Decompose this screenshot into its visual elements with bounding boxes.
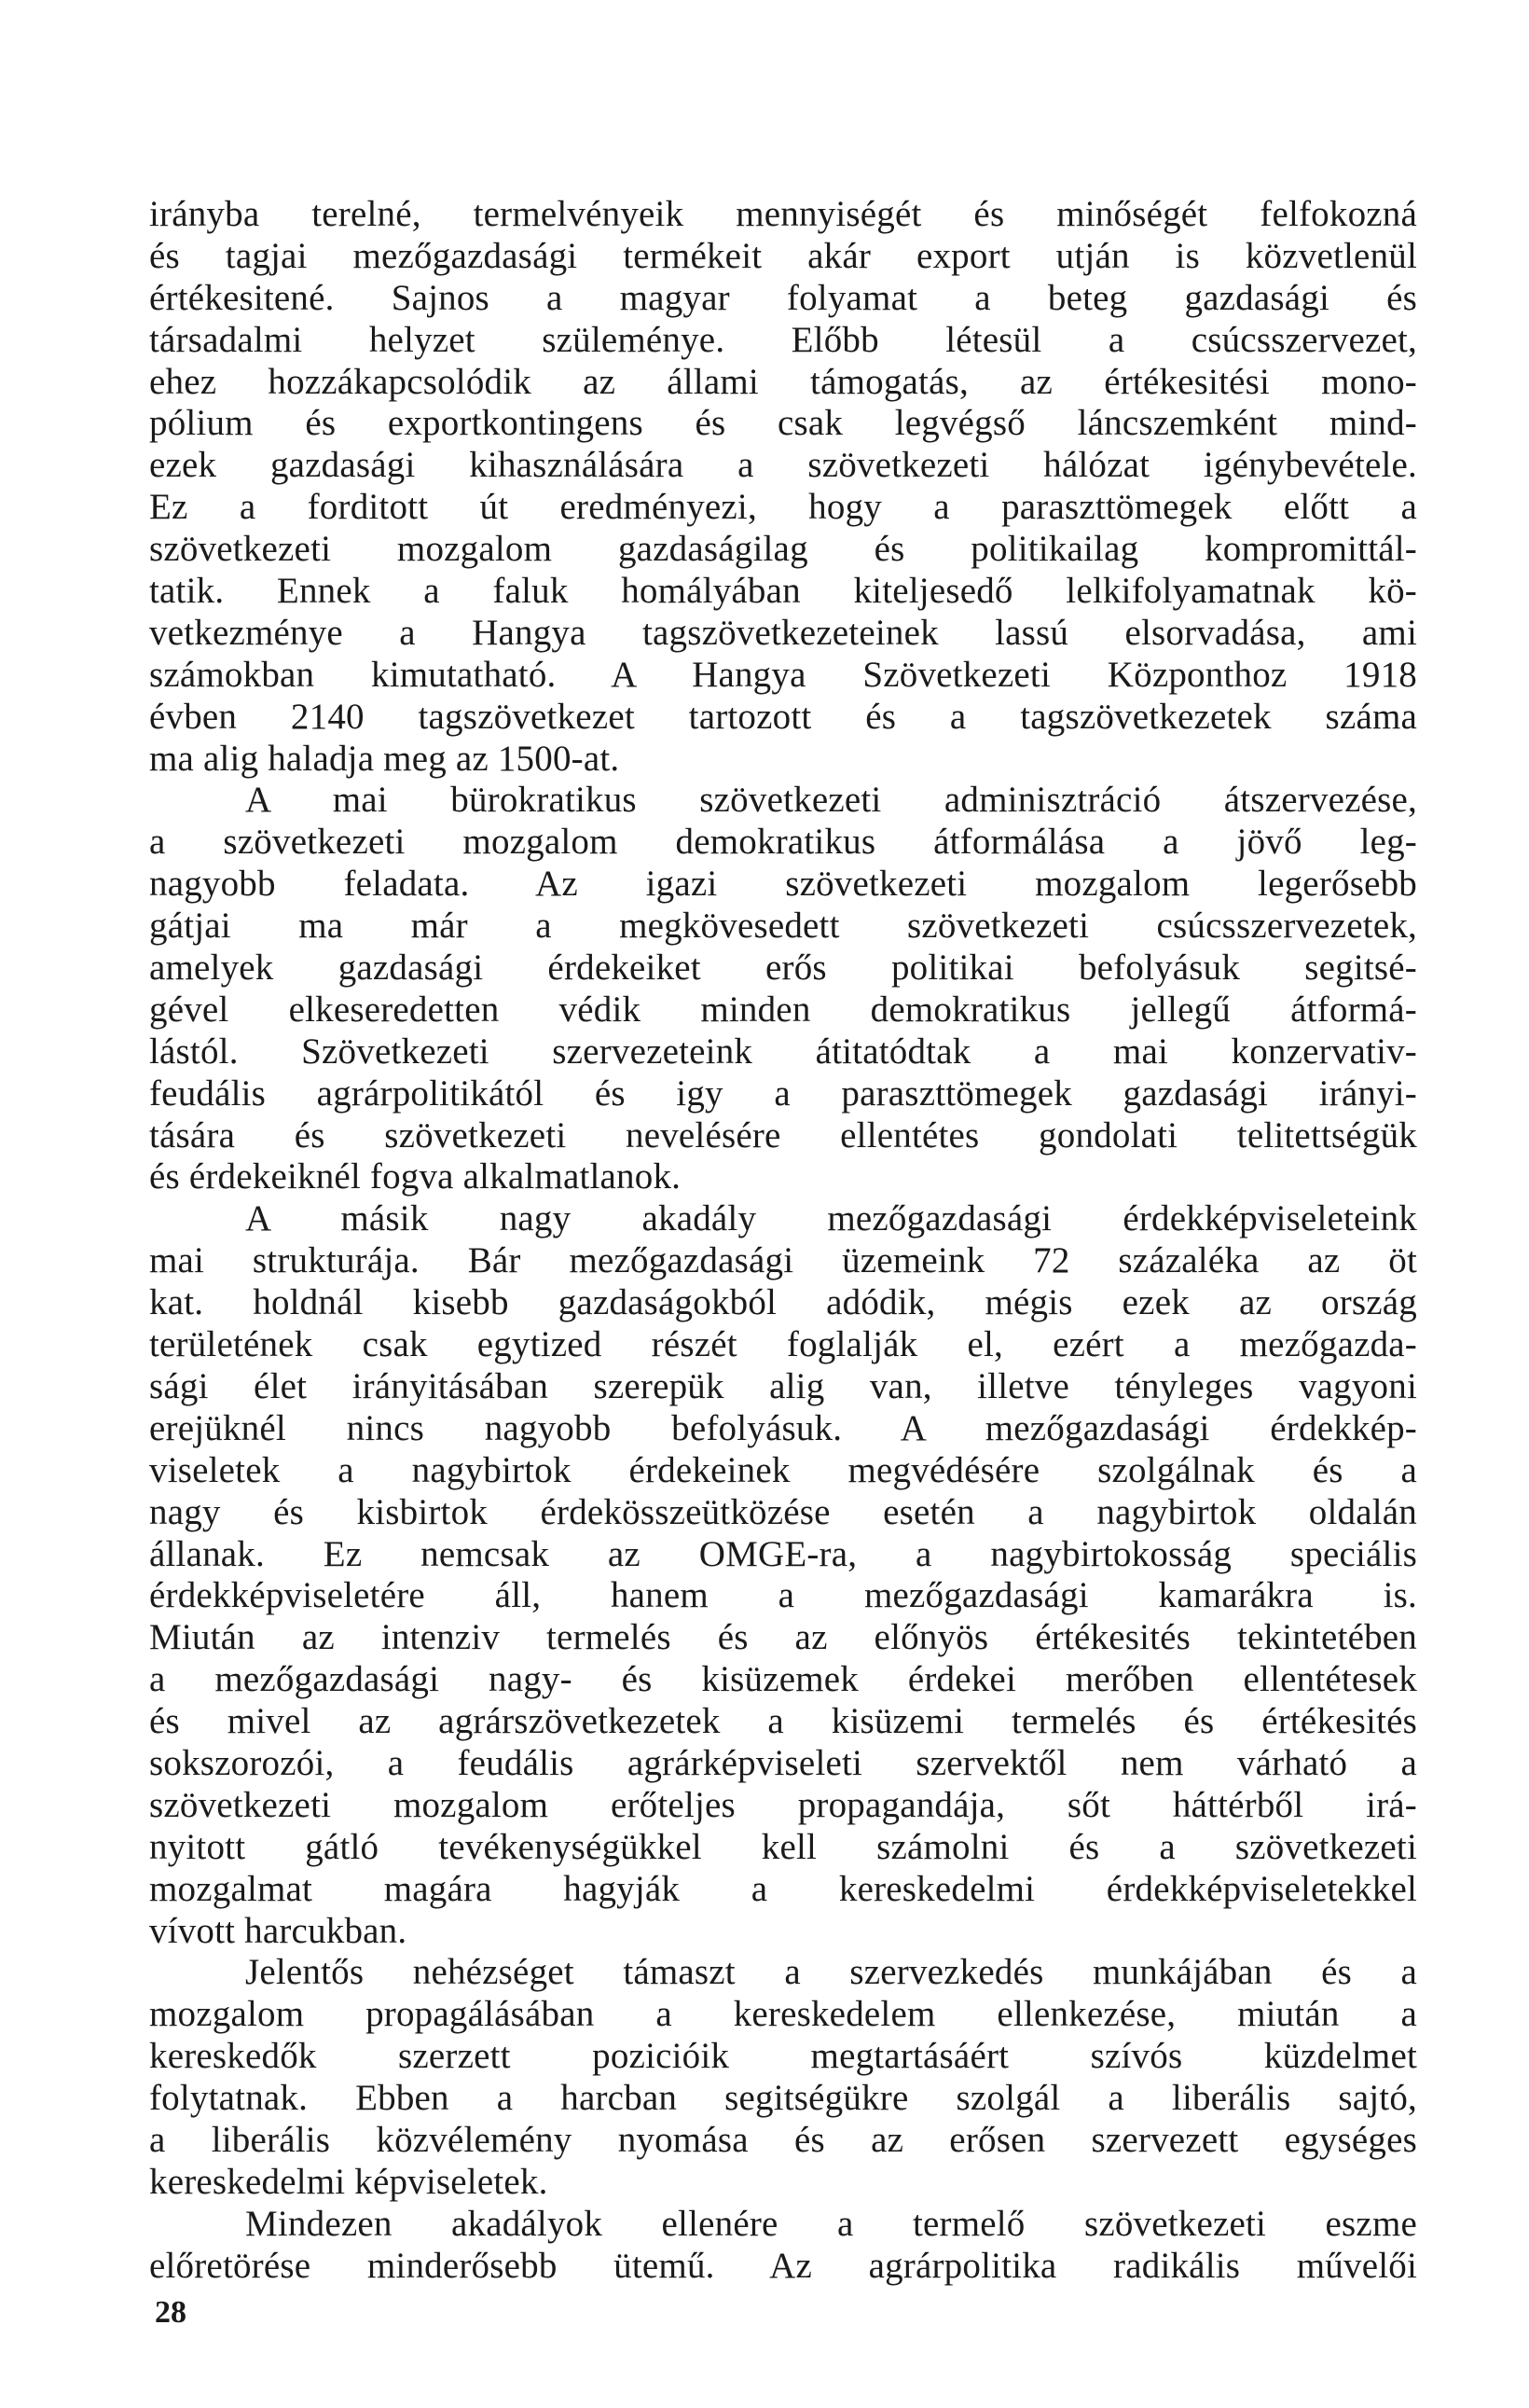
text-line: vívott harcukban.	[149, 1910, 407, 1951]
text-line: a liberális közvélemény nyomása és az erősen szervezett egységes	[149, 2119, 1417, 2160]
text-line: kat. holdnál kisebb gazdaságokból adódik, mégis ezek az ország	[149, 1282, 1417, 1323]
text-line: pólium és exportkontingens és csak legvégső láncszemként mind-	[149, 403, 1417, 444]
text-line: tására és szövetkezeti nevelésére ellentétes gondolati telitettségük	[149, 1114, 1417, 1156]
page-number: 28	[155, 2295, 186, 2330]
text-line: területének csak egytized részét foglalják el, ezért a mezőgazda-	[149, 1324, 1417, 1365]
text-line: tatik. Ennek a faluk homályában kiteljesedő lelkifolyamatnak kö-	[149, 571, 1417, 612]
text-line: kereskedelmi képviseletek.	[149, 2161, 548, 2202]
text-line: erejüknél nincs nagyobb befolyásuk. A mezőgazdasági érdekkép-	[149, 1407, 1417, 1448]
text-line: folytatnak. Ebben a harcban segitségükre szolgál a liberális sajtó,	[149, 2078, 1417, 2119]
text-line: a mezőgazdasági nagy- és kisüzemek érdekei merőben ellentétesek	[149, 1659, 1417, 1700]
text-line: és érdekeiknél fogva alkalmatlanok.	[149, 1156, 682, 1197]
text-line: sokszorozói, a feudális agrárképviseleti szervektől nem várható a	[149, 1742, 1417, 1783]
text-line: értékesitené. Sajnos a magyar folyamat a beteg gazdasági és	[149, 277, 1417, 318]
text-line: ehez hozzákapcsolódik az állami támogatás, az értékesitési mono-	[149, 361, 1417, 402]
text-line: szövetkezeti mozgalom gazdaságilag és politikailag kompromittál-	[149, 529, 1417, 570]
text-line: Jelentős nehézséget támaszt a szervezkedés munkájában és a	[245, 1952, 1417, 1993]
text-line: társadalmi helyzet szüleménye. Előbb létesül a csúcsszervezet,	[149, 319, 1417, 360]
text-line: gátjai ma már a megkövesedett szövetkezeti csúcsszervezetek,	[149, 906, 1417, 947]
text-line: ma alig haladja meg az 1500-at.	[149, 738, 620, 779]
text-line: szövetkezeti mozgalom erőteljes propagandája, sőt háttérből irá-	[149, 1784, 1417, 1825]
text-line: mozgalom propagálásában a kereskedelem ellenkezése, miután a	[149, 1994, 1417, 2035]
text-line: sági élet irányitásában szerepük alig van, illetve tényleges vagyoni	[149, 1365, 1417, 1406]
text-line: lástól. Szövetkezeti szervezeteink átitatódtak a mai konzervativ-	[149, 1031, 1417, 1072]
text-line: feudális agrárpolitikától és igy a paraszttömegek gazdasági irányi-	[149, 1073, 1417, 1114]
text-line: Mindezen akadályok ellenére a termelő szövetkezeti eszme	[245, 2203, 1417, 2244]
text-line: előretörése minderősebb ütemű. Az agrárpolitika radikális művelői	[149, 2245, 1417, 2286]
text-line: Miután az intenziv termelés és az előnyös értékesités tekintetében	[149, 1617, 1417, 1658]
text-line: vetkezménye a Hangya tagszövetkezeteinek lassú elsorvadása, ami	[149, 612, 1417, 653]
text-line: A mai bürokratikus szövetkezeti adminisztráció átszervezése,	[245, 780, 1417, 821]
body-text	[149, 194, 1417, 2288]
text-line: állanak. Ez nemcsak az OMGE-ra, a nagybirtokosság speciális	[149, 1533, 1417, 1574]
text-line: évben 2140 tagszövetkezet tartozott és a tagszövetkezetek száma	[149, 696, 1417, 737]
text-line: nyitott gátló tevékenységükkel kell számolni és a szövetkezeti	[149, 1826, 1417, 1867]
text-line: A másik nagy akadály mezőgazdasági érdekképviseleteink	[245, 1198, 1417, 1239]
text-line: kereskedők szerzett pozicióik megtartásáért szívós küzdelmet	[149, 2036, 1417, 2077]
text-line: érdekképviseletére áll, hanem a mezőgazdasági kamarákra is.	[149, 1575, 1417, 1616]
text-line: Ez a forditott út eredményezi, hogy a paraszttömegek előtt a	[149, 487, 1417, 528]
text-line: viseletek a nagybirtok érdekeinek megvédésére szolgálnak és a	[149, 1449, 1417, 1490]
text-line: irányba terelné, termelvényeik mennyiségét és minőségét felfokozná	[149, 194, 1417, 234]
text-line: gével elkeseredetten védik minden demokratikus jellegű átformá-	[149, 989, 1417, 1030]
text-line: számokban kimutatható. A Hangya Szövetkezeti Központhoz 1918	[149, 654, 1417, 695]
text-line: nagyobb feladata. Az igazi szövetkezeti mozgalom legerősebb	[149, 864, 1417, 905]
text-line: mozgalmat magára hagyják a kereskedelmi érdekképviseletekkel	[149, 1868, 1417, 1909]
text-line: ezek gazdasági kihasználására a szövetkezeti hálózat igénybevétele.	[149, 445, 1417, 486]
text-line: amelyek gazdasági érdekeiket erős politikai befolyásuk segitsé-	[149, 948, 1417, 989]
text-line: mai strukturája. Bár mezőgazdasági üzemeink 72 százaléka az öt	[149, 1240, 1417, 1281]
text-line: a szövetkezeti mozgalom demokratikus átformálása a jövő leg-	[149, 822, 1417, 863]
text-line: nagy és kisbirtok érdekösszeütközése esetén a nagybirtok oldalán	[149, 1491, 1417, 1532]
text-line: és tagjai mezőgazdasági termékeit akár export utján is közvetlenül	[149, 235, 1417, 276]
text-line: és mivel az agrárszövetkezetek a kisüzemi termelés és értékesités	[149, 1701, 1417, 1742]
